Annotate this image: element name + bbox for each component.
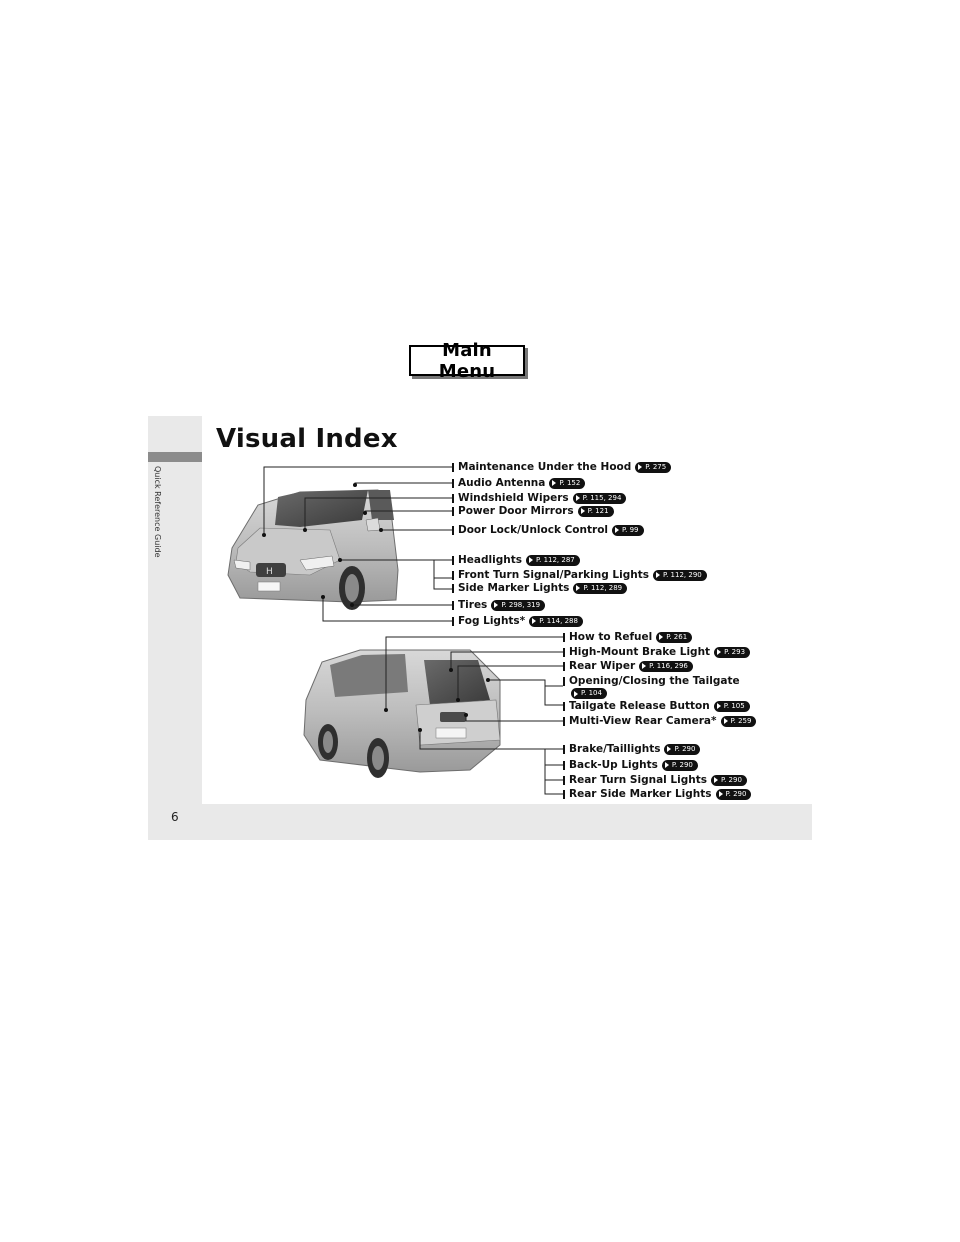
page-ref-link[interactable]: P. 290 (662, 760, 698, 771)
label-maintenance-under-hood: Maintenance Under the Hood P. 275 (452, 461, 671, 473)
label-rear-wiper: Rear Wiper P. 116, 296 (563, 660, 693, 672)
label-side-marker-lights: Side Marker Lights P. 112, 289 (452, 582, 627, 594)
label-back-up-lights: Back-Up Lights P. 290 (563, 759, 698, 771)
label-fog-lights: Fog Lights* P. 114, 288 (452, 615, 583, 627)
page-ref-link[interactable]: P. 115, 294 (573, 493, 627, 504)
arrow-icon (638, 464, 642, 470)
page-ref-link[interactable]: P. 99 (612, 525, 644, 536)
arrow-icon (717, 703, 721, 709)
rear-vehicle-image (304, 650, 500, 778)
page-ref-link[interactable]: P. 298, 319 (491, 600, 545, 611)
page-ref-link[interactable]: P. 293 (714, 647, 750, 658)
label-opening-closing-tailgate-ref (571, 688, 607, 699)
arrow-icon (642, 663, 646, 669)
arrow-icon (667, 746, 671, 752)
page-number: 6 (171, 810, 179, 824)
arrow-icon (724, 718, 728, 724)
page-ref-link[interactable]: P. 112, 289 (573, 583, 627, 594)
label-windshield-wipers: Windshield Wipers P. 115, 294 (452, 492, 626, 504)
arrow-icon (494, 602, 498, 608)
page-ref-link[interactable]: P. 105 (714, 701, 750, 712)
page-ref-link[interactable]: P. 259 (721, 716, 757, 727)
arrow-icon (615, 527, 619, 533)
arrow-icon (665, 762, 669, 768)
arrow-icon (574, 691, 578, 697)
label-rear-turn-signal-lights: Rear Turn Signal Lights P. 290 (563, 774, 747, 786)
label-how-to-refuel: How to Refuel P. 261 (563, 631, 692, 643)
page-ref-link[interactable]: P. 114, 288 (529, 616, 583, 627)
page-ref-link[interactable]: P. 112, 287 (526, 555, 580, 566)
label-multi-view-rear-camera: Multi-View Rear Camera* P. 259 (563, 715, 756, 727)
page-title: Visual Index (216, 424, 398, 454)
arrow-icon (576, 585, 580, 591)
label-tires: Tires P. 298, 319 (452, 599, 545, 611)
label-rear-side-marker-lights: Rear Side Marker Lights P. 290 (563, 788, 751, 800)
label-headlights: Headlights P. 112, 287 (452, 554, 580, 566)
arrow-icon (552, 480, 556, 486)
arrow-icon (656, 572, 660, 578)
front-vehicle-image (228, 490, 398, 610)
arrow-icon (532, 618, 536, 624)
page-ref-link[interactable]: P. 290 (664, 744, 700, 755)
page-ref-link[interactable]: P. 275 (635, 462, 671, 473)
section-side-label: Quick Reference Guide (153, 466, 162, 558)
arrow-icon (581, 508, 585, 514)
label-opening-closing-tailgate: Opening/Closing the Tailgate (563, 675, 740, 687)
page-ref-link[interactable]: P. 104 (571, 688, 607, 699)
page-ref-link[interactable]: P. 112, 290 (653, 570, 707, 581)
label-front-turn-signal: Front Turn Signal/Parking Lights P. 112, 290 (452, 569, 707, 581)
page-ref-link[interactable]: P. 261 (656, 632, 692, 643)
page-ref-link[interactable]: P. 121 (578, 506, 614, 517)
page-ref-link[interactable]: P. 290 (711, 775, 747, 786)
arrow-icon (529, 557, 533, 563)
label-brake-taillights: Brake/Taillights P. 290 (563, 743, 700, 755)
arrow-icon (659, 634, 663, 640)
label-high-mount-brake-light: High-Mount Brake Light P. 293 (563, 646, 750, 658)
arrow-icon (576, 495, 580, 501)
page-ref-link[interactable]: P. 116, 296 (639, 661, 693, 672)
label-tailgate-release-button: Tailgate Release Button P. 105 (563, 700, 750, 712)
arrow-icon (717, 649, 721, 655)
arrow-icon (719, 791, 723, 797)
svg-text:H: H (266, 567, 273, 577)
label-door-lock-control: Door Lock/Unlock Control P. 99 (452, 524, 644, 536)
main-menu-button[interactable]: Main Menu (409, 345, 525, 376)
label-audio-antenna: Audio Antenna P. 152 (452, 477, 585, 489)
label-power-door-mirrors: Power Door Mirrors P. 121 (452, 505, 614, 517)
page-ref-link[interactable]: P. 152 (549, 478, 585, 489)
arrow-icon (714, 777, 718, 783)
page-ref-link[interactable]: P. 290 (716, 789, 752, 800)
